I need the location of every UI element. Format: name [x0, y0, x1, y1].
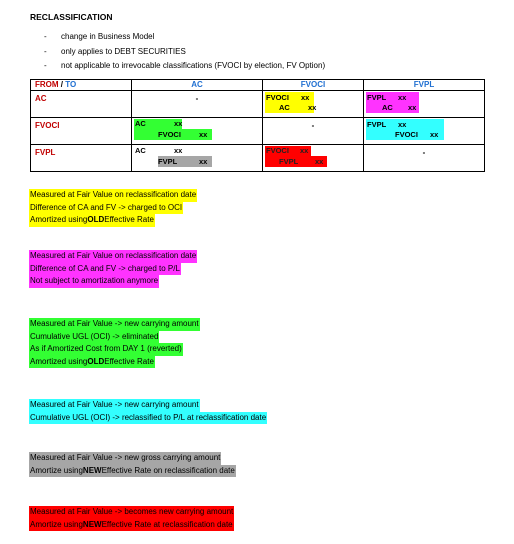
cell-ac-fvpl: FVPL xx AC xx	[364, 91, 485, 118]
table-row	[31, 91, 485, 118]
cell-fvoci-ac: AC xx FVOCI xx	[132, 118, 263, 145]
cell-fvoci-fvpl: FVPL xx FVOCI xx	[364, 118, 485, 145]
cell-fvpl-fvpl: -	[364, 145, 485, 172]
table-row	[31, 118, 485, 145]
cell-fvoci-fvoci: -	[263, 118, 364, 145]
note-block-red: Measured at Fair Value -> becomes new carrying amount Amortize usingNEWEffective Rate at reclassification date	[29, 506, 234, 531]
cell-fvpl-ac: AC xx FVPL xx	[132, 145, 263, 172]
page-title: RECLASSIFICATION	[30, 12, 113, 22]
bullet-item: - not applicable to irrevocable classifications (FVOCI by election, FV Option)	[44, 61, 326, 70]
from-to-header: FROM / TO	[31, 80, 132, 91]
column-header-ac: AC	[132, 80, 263, 91]
column-header-fvoci: FVOCI	[263, 80, 364, 91]
bullet-list	[44, 30, 325, 74]
table-row	[31, 145, 485, 172]
bullet-item: - only applies to DEBT SECURITIES	[44, 46, 186, 56]
bullet-item: - change in Business Model	[44, 32, 155, 41]
table-header-row	[31, 80, 485, 91]
cell-ac-fvoci: FVOCI xx AC xx	[263, 91, 364, 118]
cell-fvpl-fvoci: FVOCI xx FVPL xx	[263, 145, 364, 172]
row-label-fvoci: FVOCI	[31, 118, 132, 145]
reclassification-table	[30, 79, 485, 172]
cell-ac-ac: -	[132, 91, 263, 118]
note-block-gray: Measured at Fair Value -> new gross carrying amount Amortize usingNEWEffective Rate on reclassification date	[29, 452, 236, 477]
column-header-fvpl: FVPL	[364, 80, 485, 91]
note-block-cyan: Measured at Fair Value -> new carrying amount Cumulative UGL (OCI) -> reclassified to P/L at reclassification date	[29, 399, 267, 424]
row-label-ac: AC	[31, 91, 132, 118]
note-block-yellow: Measured at Fair Value on reclassification date Difference of CA and FV -> charged to OCI Amortized usingOLDEffective Rate	[29, 189, 197, 227]
note-block-magenta: Measured at Fair Value on reclassification date Difference of CA and FV -> charged to P/L Not subject to amortization anymore	[29, 250, 197, 288]
row-label-fvpl: FVPL	[31, 145, 132, 172]
note-block-green: Measured at Fair Value -> new carrying amount Cumulative UGL (OCI) -> eliminated As if Amortized Cost from DAY 1 (reverted) Amortized usingOLDEffective Rate	[29, 318, 200, 368]
